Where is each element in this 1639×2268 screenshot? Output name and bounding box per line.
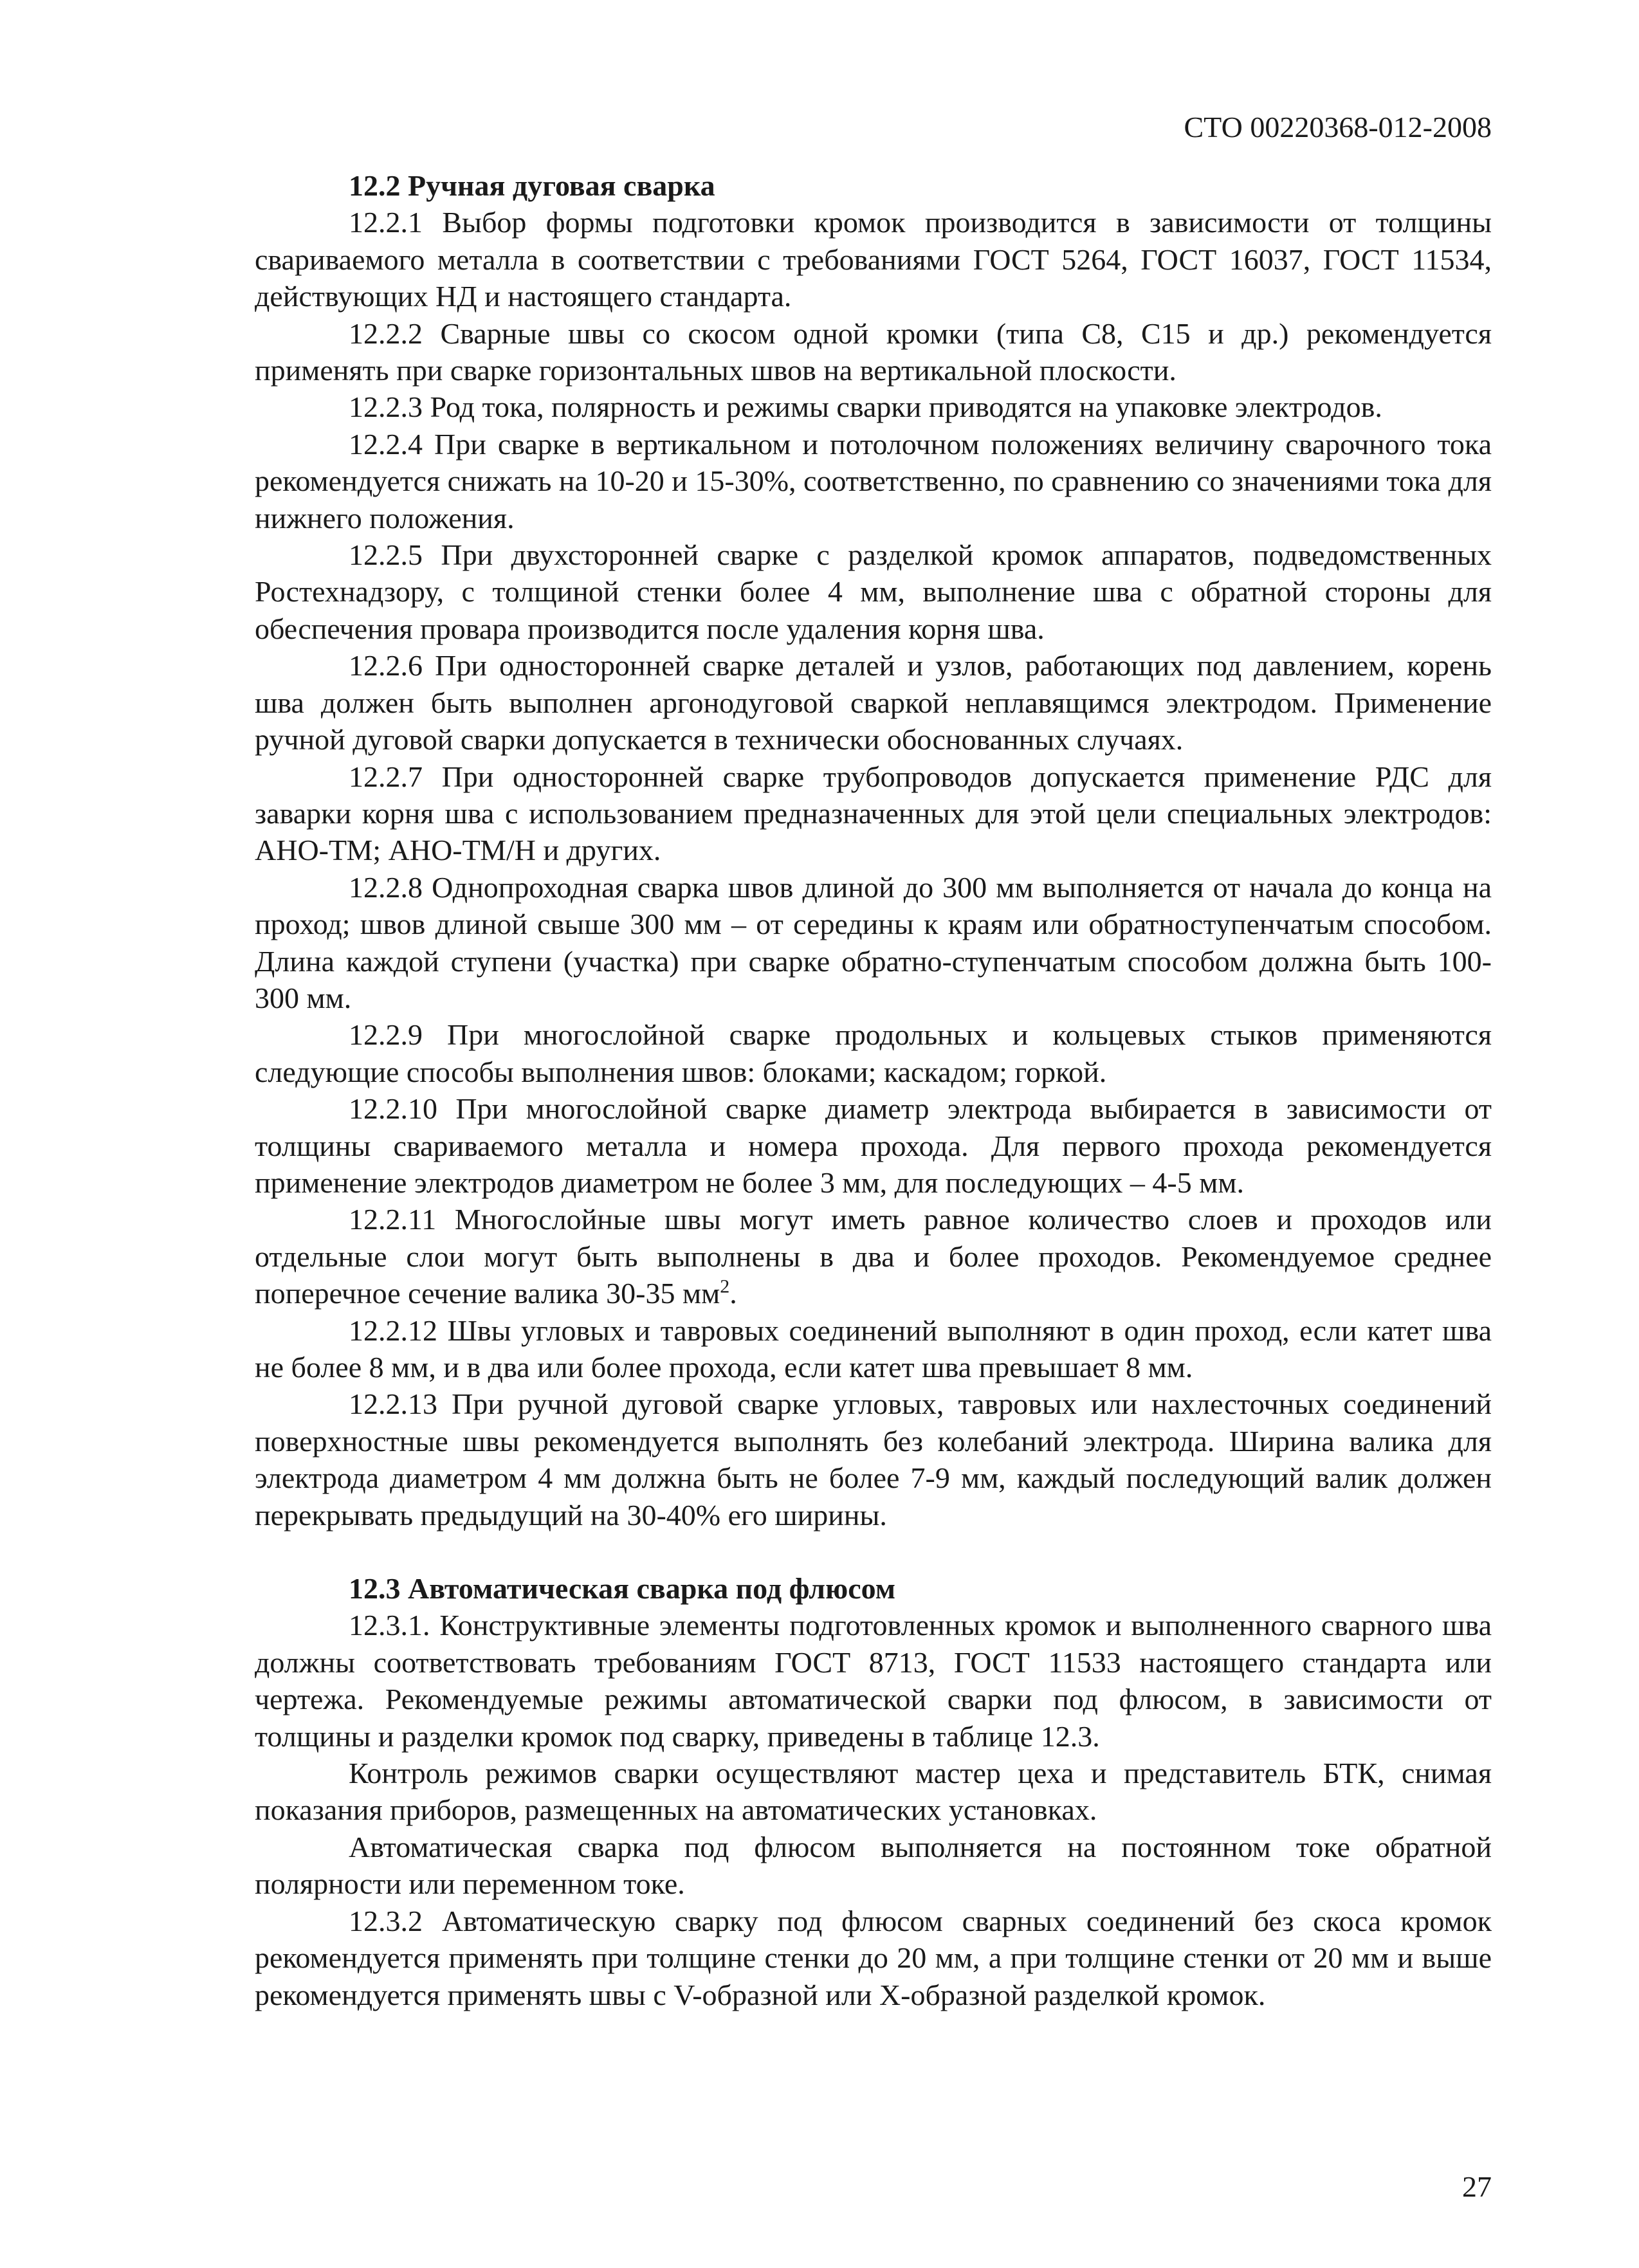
paragraph-12-2-5: 12.2.5 При двухсторонней сварке с разделкой кромок аппаратов, подведомственных Ростехнадзору, с толщиной стенки более 4 мм, выполнение шва с обратной стороны для обеспечения провара производится после удаления корня шва.	[255, 538, 1492, 645]
paragraph-control: Контроль режимов сварки осуществляют мастер цеха и представитель БТК, снимая показания приборов, размещенных на автоматических установках.	[255, 1757, 1492, 1827]
paragraph-12-2-9: 12.2.9 При многослойной сварке продольных и кольцевых стыков применяются следующие способы выполнения швов: блоками; каскадом; горкой.	[255, 1018, 1492, 1088]
paragraph-12-2-12: 12.2.12 Швы угловых и тавровых соединений выполняют в один проход, если катет шва не более 8 мм, и в два или более прохода, если катет шва превышает 8 мм.	[255, 1313, 1492, 1384]
section-gap	[255, 1533, 1492, 1570]
paragraph-12-2-1: 12.2.1 Выбор формы подготовки кромок производится в зависимости от толщины свариваемого металла в соответствии с требованиями ГОСТ 5264, ГОСТ 16037, ГОСТ 11534, действующих НД и настоящего стандарта.	[255, 206, 1492, 313]
paragraph-12-2-8: 12.2.8 Однопроходная сварка швов длиной до 300 мм выполняется от начала до конца на проход; швов длиной свыше 300 мм – от середины к краям или обратноступенчатым способом. Длина каждой ступени (участка) при сварке обратно-ступенчатым способом должна быть 100-300 мм.	[255, 870, 1492, 1014]
paragraph-12-2-4: 12.2.4 При сварке в вертикальном и потолочном положениях величину сварочного тока рекомендуется снижать на 10-20 и 15-30%, соответственно, по сравнению со значениями тока для нижнего положения.	[255, 427, 1492, 535]
paragraph-12-2-7: 12.2.7 При односторонней сварке трубопроводов допускается применение РДС для заварки корня шва с использованием предназначенных для этой цели специальных электродов: АНО-ТМ; АНО-ТМ/Н и других.	[255, 760, 1492, 867]
paragraph-12-2-13: 12.2.13 При ручной дуговой сварке угловых, тавровых или нахлесточных соединений поверхностные швы рекомендуется выполнять без колебаний электрода. Ширина валика для электрода диаметром 4 мм должна быть не более 7-9 мм, каждый последующий валик должен перекрывать предыдущий на 30-40% его ширины.	[255, 1387, 1492, 1532]
section-heading-12-2: 12.2 Ручная дуговая сварка	[349, 169, 715, 202]
paragraph-12-2-2: 12.2.2 Сварные швы со скосом одной кромки (типа С8, С15 и др.) рекомендуется применять при сварке горизонтальных швов на вертикальной плоскости.	[255, 316, 1492, 387]
paragraph-12-2-6: 12.2.6 При односторонней сварке деталей и узлов, работающих под давлением, корень шва должен быть выполнен аргонодуговой сваркой неплавящимся электродом. Применение ручной дуговой сварки допускается в технически обоснованных случаях.	[255, 649, 1492, 756]
paragraph-12-2-11-end: .	[729, 1277, 737, 1310]
paragraph-12-2-11	[255, 1201, 1492, 1312]
paragraph-12-2-11-text: 12.2.11 Многослойные швы могут иметь равное количество слоев и проходов или отдельные слои могут быть выполнены в два и более проходов. Рекомендуемое среднее поперечное сечение валика 30-35 мм	[255, 1203, 1492, 1310]
section-heading-12-3: 12.3 Автоматическая сварка под флюсом	[349, 1572, 896, 1605]
paragraph-12-3-1: 12.3.1. Конструктивные элементы подготовленных кромок и выполненного сварного шва должны соответствовать требованиям ГОСТ 8713, ГОСТ 11533 настоящего стандарта или чертежа. Рекомендуемые режимы автоматической сварки под флюсом, в зависимости от толщины и разделки кромок под сварку, приведены в таблице 12.3.	[255, 1609, 1492, 1753]
page-content	[255, 167, 1492, 2013]
document-code: СТО 00220368-012-2008	[1184, 111, 1492, 143]
paragraph-12-3-2: 12.3.2 Автоматическую сварку под флюсом сварных соединений без скоса кромок рекомендуется применять при толщине стенки до 20 мм, а при толщине стенки от 20 мм и выше рекомендуется применять швы с V-образной или X-образной разделкой кромок.	[255, 1904, 1492, 2011]
paragraph-12-2-10: 12.2.10 При многослойной сварке диаметр электрода выбирается в зависимости от толщины свариваемого металла и номера прохода. Для первого прохода рекомендуется применение электродов диаметром не более 3 мм, для последующих – 4-5 мм.	[255, 1092, 1492, 1199]
page-number: 27	[1462, 2170, 1492, 2203]
paragraph-current: Автоматическая сварка под флюсом выполняется на постоянном токе обратной полярности или переменном токе.	[255, 1830, 1492, 1901]
paragraph-12-2-3: 12.2.3 Род тока, полярность и режимы сварки приводятся на упаковке электродов.	[349, 390, 1382, 424]
superscript-squared: 2	[720, 1276, 730, 1297]
